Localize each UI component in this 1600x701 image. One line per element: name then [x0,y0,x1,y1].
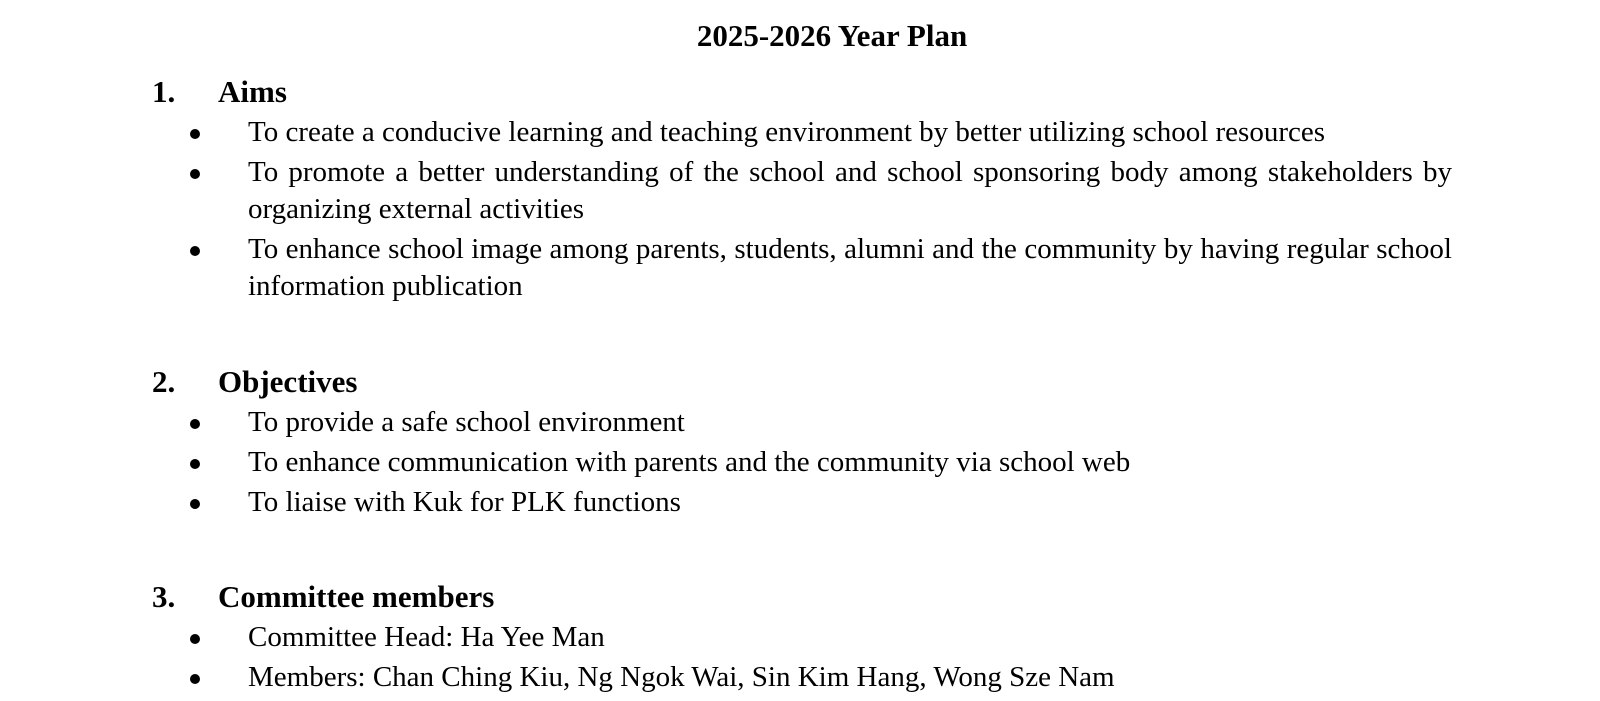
committee-list [0,619,1600,696]
list-item [0,154,1452,228]
list-item [0,114,1452,151]
list-item-text: To provide a safe school environment [248,406,685,438]
section-title: Committee members [218,579,495,614]
bullet-icon [190,129,200,139]
bullet-icon [190,674,200,684]
section-heading [0,72,1600,112]
section-heading [0,577,1600,617]
section-title: Objectives [218,364,358,399]
list-item [0,231,1452,305]
aims-list [0,114,1600,305]
objectives-list [0,404,1600,521]
section-heading [0,362,1600,402]
section-objectives [0,362,1600,524]
document-title: 2025-2026 Year Plan [696,18,968,53]
bullet-icon [190,169,200,179]
section-committee-members [0,577,1600,699]
list-item-text: Members: Chan Ching Kiu, Ng Ngok Wai, Sin Kim Hang, Wong Sze Nam [248,661,1115,693]
list-item [0,444,1452,481]
bullet-icon [190,246,200,256]
section-number: 1. [152,74,176,109]
list-item [0,404,1452,441]
section-aims [0,72,1600,308]
list-item-text: To create a conducive learning and teaching environment by better utilizing school resources [248,116,1326,148]
bullet-icon [190,419,200,429]
bullet-icon [190,634,200,644]
list-item [0,619,1452,656]
section-title: Aims [218,74,287,109]
list-item-text: To liaise with Kuk for PLK functions [248,486,681,518]
bullet-icon [190,459,200,469]
list-item-text: To enhance school image among parents, students, alumni and the community by having regular school information publication [248,233,1452,302]
list-item-text: To promote a better understanding of the school and school sponsoring body among stakeholders by organizing external activities [248,156,1452,225]
list-item [0,484,1452,521]
list-item-text: Committee Head: Ha Yee Man [248,621,605,653]
bullet-icon [190,499,200,509]
section-number: 3. [152,579,176,614]
list-item-text: To enhance communication with parents and the community via school web [248,446,1131,478]
section-number: 2. [152,364,176,399]
list-item [0,659,1452,696]
